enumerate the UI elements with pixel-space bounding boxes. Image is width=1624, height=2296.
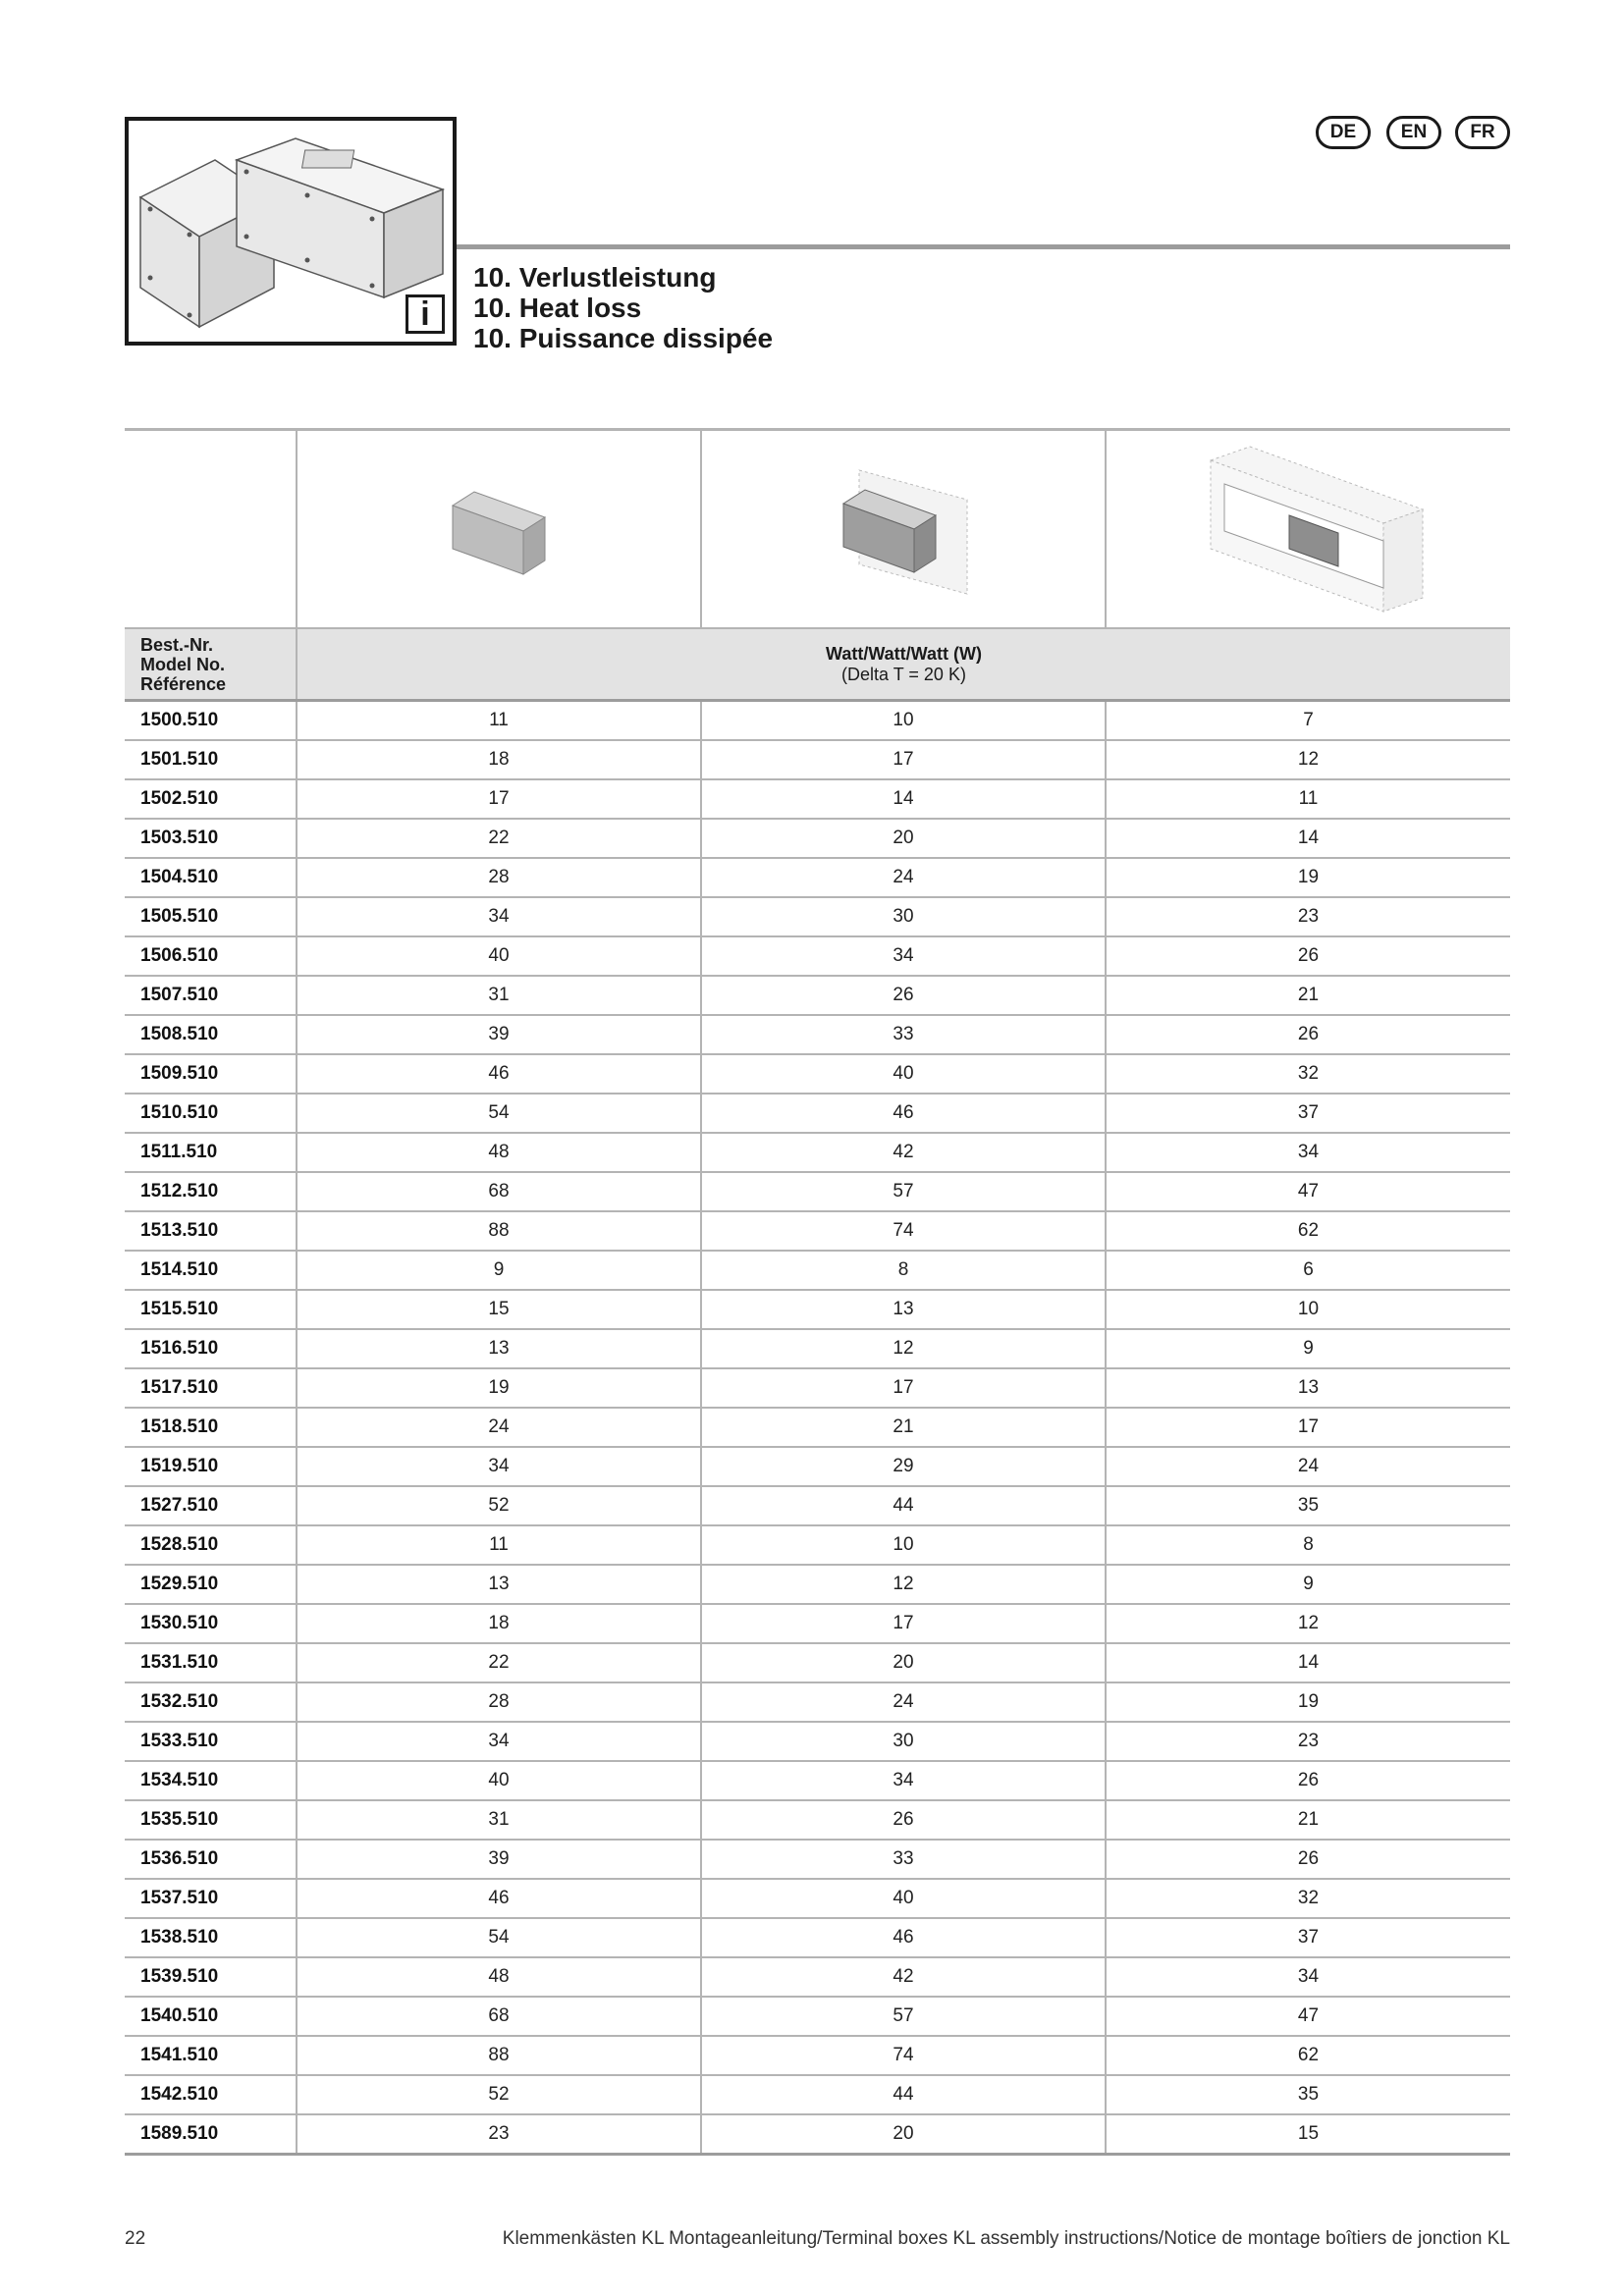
enclosed-value-cell: 35 <box>1106 1486 1510 1525</box>
enclosed-value-cell: 26 <box>1106 1015 1510 1054</box>
model-number-cell: 1502.510 <box>125 779 297 819</box>
freestanding-value-cell: 54 <box>297 1918 701 1957</box>
table-row <box>125 1486 1510 1525</box>
terminal-boxes-illustration <box>125 117 457 346</box>
table-row <box>125 1251 1510 1290</box>
wall-recessed-value-cell: 42 <box>701 1957 1106 1997</box>
enclosed-value-cell: 15 <box>1106 2114 1510 2155</box>
freestanding-value-cell: 54 <box>297 1094 701 1133</box>
enclosed-value-cell: 17 <box>1106 1408 1510 1447</box>
wall-recessed-value-cell: 40 <box>701 1879 1106 1918</box>
freestanding-value-cell: 13 <box>297 1565 701 1604</box>
model-number-cell: 1513.510 <box>125 1211 297 1251</box>
terminal-boxes-drawing <box>129 121 453 342</box>
table-row <box>125 1172 1510 1211</box>
enclosed-value-cell: 32 <box>1106 1054 1510 1094</box>
model-number-cell: 1509.510 <box>125 1054 297 1094</box>
enclosed-value-cell: 26 <box>1106 1761 1510 1800</box>
enclosed-value-cell: 21 <box>1106 1800 1510 1840</box>
wall-recessed-value-cell: 46 <box>701 1094 1106 1133</box>
enclosed-value-cell: 13 <box>1106 1368 1510 1408</box>
wall-recessed-value-cell: 20 <box>701 2114 1106 2155</box>
model-number-cell: 1541.510 <box>125 2036 297 2075</box>
wall-recessed-box-icon <box>830 460 977 598</box>
column-illustration-enclosed <box>1106 430 1510 629</box>
table-row <box>125 1682 1510 1722</box>
wall-recessed-value-cell: 33 <box>701 1840 1106 1879</box>
wall-recessed-value-cell: 57 <box>701 1172 1106 1211</box>
model-number-cell: 1519.510 <box>125 1447 297 1486</box>
model-number-cell: 1535.510 <box>125 1800 297 1840</box>
wall-recessed-value-cell: 42 <box>701 1133 1106 1172</box>
freestanding-value-cell: 46 <box>297 1879 701 1918</box>
model-number-cell: 1518.510 <box>125 1408 297 1447</box>
wall-recessed-value-cell: 20 <box>701 819 1106 858</box>
model-number-cell: 1529.510 <box>125 1565 297 1604</box>
model-number-cell: 1512.510 <box>125 1172 297 1211</box>
freestanding-value-cell: 18 <box>297 1604 701 1643</box>
enclosed-value-cell: 14 <box>1106 819 1510 858</box>
table-row <box>125 779 1510 819</box>
enclosed-value-cell: 12 <box>1106 1604 1510 1643</box>
wall-recessed-value-cell: 14 <box>701 779 1106 819</box>
wall-recessed-value-cell: 8 <box>701 1251 1106 1290</box>
freestanding-value-cell: 28 <box>297 1682 701 1722</box>
wall-recessed-value-cell: 12 <box>701 1565 1106 1604</box>
freestanding-value-cell: 31 <box>297 1800 701 1840</box>
model-number-cell: 1506.510 <box>125 936 297 976</box>
enclosed-value-cell: 47 <box>1106 1172 1510 1211</box>
freestanding-value-cell: 34 <box>297 1447 701 1486</box>
column-illustration-wall-recessed <box>701 430 1106 629</box>
model-number-cell: 1500.510 <box>125 701 297 741</box>
freestanding-value-cell: 46 <box>297 1054 701 1094</box>
table-row <box>125 1408 1510 1447</box>
table-row <box>125 2036 1510 2075</box>
table-row <box>125 2075 1510 2114</box>
model-number-cell: 1510.510 <box>125 1094 297 1133</box>
illustration-row <box>125 430 1510 629</box>
wall-recessed-value-cell: 17 <box>701 740 1106 779</box>
info-icon: i <box>406 294 445 334</box>
freestanding-value-cell: 88 <box>297 2036 701 2075</box>
title-divider <box>457 244 1510 249</box>
lang-badge-de: DE <box>1316 116 1371 149</box>
table-row <box>125 1879 1510 1918</box>
table-row <box>125 819 1510 858</box>
model-number-cell: 1507.510 <box>125 976 297 1015</box>
freestanding-value-cell: 40 <box>297 1761 701 1800</box>
wall-recessed-value-cell: 24 <box>701 1682 1106 1722</box>
model-number-cell: 1511.510 <box>125 1133 297 1172</box>
wall-recessed-value-cell: 30 <box>701 1722 1106 1761</box>
value-header-title: Watt/Watt/Watt (W) <box>826 643 982 664</box>
table-row <box>125 1918 1510 1957</box>
table-row <box>125 1800 1510 1840</box>
enclosed-value-cell: 32 <box>1106 1879 1510 1918</box>
enclosed-value-cell: 47 <box>1106 1997 1510 2036</box>
table-row <box>125 1447 1510 1486</box>
freestanding-value-cell: 39 <box>297 1840 701 1879</box>
freestanding-value-cell: 68 <box>297 1997 701 2036</box>
model-number-cell: 1503.510 <box>125 819 297 858</box>
freestanding-value-cell: 23 <box>297 2114 701 2155</box>
table-row <box>125 858 1510 897</box>
page-number: 22 <box>125 2228 146 2249</box>
wall-recessed-value-cell: 57 <box>701 1997 1106 2036</box>
freestanding-value-cell: 52 <box>297 2075 701 2114</box>
enclosed-value-cell: 21 <box>1106 976 1510 1015</box>
table-row <box>125 1094 1510 1133</box>
wall-recessed-value-cell: 17 <box>701 1368 1106 1408</box>
value-header-subtitle: (Delta T = 20 K) <box>841 664 966 684</box>
enclosed-value-cell: 37 <box>1106 1918 1510 1957</box>
freestanding-value-cell: 13 <box>297 1329 701 1368</box>
lang-badge-fr: FR <box>1455 116 1510 149</box>
model-number-cell: 1527.510 <box>125 1486 297 1525</box>
freestanding-value-cell: 40 <box>297 936 701 976</box>
freestanding-value-cell: 88 <box>297 1211 701 1251</box>
freestanding-value-cell: 18 <box>297 740 701 779</box>
enclosed-box-icon <box>1191 441 1427 617</box>
table-row <box>125 936 1510 976</box>
enclosed-value-cell: 14 <box>1106 1643 1510 1682</box>
table-row <box>125 897 1510 936</box>
freestanding-box-icon <box>435 470 563 588</box>
table-row <box>125 1368 1510 1408</box>
model-number-cell: 1515.510 <box>125 1290 297 1329</box>
title-en: 10. Heat loss <box>473 293 642 323</box>
freestanding-value-cell: 17 <box>297 779 701 819</box>
model-number-cell: 1505.510 <box>125 897 297 936</box>
wall-recessed-value-cell: 10 <box>701 1525 1106 1565</box>
freestanding-value-cell: 19 <box>297 1368 701 1408</box>
model-number-cell: 1537.510 <box>125 1879 297 1918</box>
enclosed-value-cell: 34 <box>1106 1957 1510 1997</box>
wall-recessed-value-cell: 10 <box>701 701 1106 741</box>
model-number-cell: 1539.510 <box>125 1957 297 1997</box>
enclosed-value-cell: 8 <box>1106 1525 1510 1565</box>
table-row <box>125 1290 1510 1329</box>
wall-recessed-value-cell: 20 <box>701 1643 1106 1682</box>
table-row <box>125 1015 1510 1054</box>
empty-corner-cell <box>125 430 297 629</box>
enclosed-value-cell: 10 <box>1106 1290 1510 1329</box>
table-row <box>125 1133 1510 1172</box>
table-row <box>125 1957 1510 1997</box>
freestanding-value-cell: 22 <box>297 1643 701 1682</box>
model-number-cell: 1542.510 <box>125 2075 297 2114</box>
model-number-cell: 1538.510 <box>125 1918 297 1957</box>
enclosed-value-cell: 34 <box>1106 1133 1510 1172</box>
table-row <box>125 1643 1510 1682</box>
value-header <box>297 628 1510 701</box>
table-row <box>125 976 1510 1015</box>
freestanding-value-cell: 34 <box>297 897 701 936</box>
title-de: 10. Verlustleistung <box>473 262 717 293</box>
heat-loss-table <box>125 428 1510 2156</box>
enclosed-value-cell: 62 <box>1106 1211 1510 1251</box>
wall-recessed-value-cell: 44 <box>701 1486 1106 1525</box>
model-header-en: Model No. <box>140 654 225 674</box>
footer-text: Klemmenkästen KL Montageanleitung/Terminal boxes KL assembly instructions/Notice de montage boîtiers de jonction KL <box>502 2228 1510 2249</box>
table-row <box>125 1722 1510 1761</box>
enclosed-value-cell: 26 <box>1106 936 1510 976</box>
model-header-fr: Référence <box>140 673 227 694</box>
header-row <box>125 628 1510 701</box>
enclosed-value-cell: 37 <box>1106 1094 1510 1133</box>
wall-recessed-value-cell: 30 <box>701 897 1106 936</box>
freestanding-value-cell: 68 <box>297 1172 701 1211</box>
wall-recessed-value-cell: 34 <box>701 1761 1106 1800</box>
table-row <box>125 701 1510 741</box>
enclosed-value-cell: 24 <box>1106 1447 1510 1486</box>
title-fr: 10. Puissance dissipée <box>473 323 774 353</box>
model-number-cell: 1532.510 <box>125 1682 297 1722</box>
table-row <box>125 1565 1510 1604</box>
wall-recessed-value-cell: 12 <box>701 1329 1106 1368</box>
model-number-cell: 1534.510 <box>125 1761 297 1800</box>
freestanding-value-cell: 48 <box>297 1957 701 1997</box>
enclosed-value-cell: 11 <box>1106 779 1510 819</box>
table-row <box>125 1761 1510 1800</box>
model-number-cell: 1508.510 <box>125 1015 297 1054</box>
table-row <box>125 1997 1510 2036</box>
enclosed-value-cell: 9 <box>1106 1329 1510 1368</box>
wall-recessed-value-cell: 17 <box>701 1604 1106 1643</box>
model-number-cell: 1516.510 <box>125 1329 297 1368</box>
freestanding-value-cell: 9 <box>297 1251 701 1290</box>
model-number-cell: 1528.510 <box>125 1525 297 1565</box>
enclosed-value-cell: 9 <box>1106 1565 1510 1604</box>
model-number-cell: 1501.510 <box>125 740 297 779</box>
wall-recessed-value-cell: 44 <box>701 2075 1106 2114</box>
wall-recessed-value-cell: 46 <box>701 1918 1106 1957</box>
freestanding-value-cell: 39 <box>297 1015 701 1054</box>
freestanding-value-cell: 48 <box>297 1133 701 1172</box>
table-row <box>125 1054 1510 1094</box>
model-number-cell: 1504.510 <box>125 858 297 897</box>
freestanding-value-cell: 24 <box>297 1408 701 1447</box>
enclosed-value-cell: 23 <box>1106 1722 1510 1761</box>
model-number-cell: 1536.510 <box>125 1840 297 1879</box>
table-row <box>125 1604 1510 1643</box>
wall-recessed-value-cell: 26 <box>701 976 1106 1015</box>
wall-recessed-value-cell: 13 <box>701 1290 1106 1329</box>
wall-recessed-value-cell: 34 <box>701 936 1106 976</box>
model-number-cell: 1589.510 <box>125 2114 297 2155</box>
table-row <box>125 1329 1510 1368</box>
enclosed-value-cell: 35 <box>1106 2075 1510 2114</box>
model-number-header <box>125 628 297 701</box>
enclosed-value-cell: 62 <box>1106 2036 1510 2075</box>
model-number-cell: 1530.510 <box>125 1604 297 1643</box>
enclosed-value-cell: 6 <box>1106 1251 1510 1290</box>
table-row <box>125 1525 1510 1565</box>
freestanding-value-cell: 11 <box>297 701 701 741</box>
freestanding-value-cell: 52 <box>297 1486 701 1525</box>
table-row <box>125 2114 1510 2155</box>
wall-recessed-value-cell: 74 <box>701 2036 1106 2075</box>
model-number-cell: 1540.510 <box>125 1997 297 2036</box>
freestanding-value-cell: 34 <box>297 1722 701 1761</box>
wall-recessed-value-cell: 26 <box>701 1800 1106 1840</box>
enclosed-value-cell: 23 <box>1106 897 1510 936</box>
enclosed-value-cell: 12 <box>1106 740 1510 779</box>
table-row <box>125 1840 1510 1879</box>
freestanding-value-cell: 11 <box>297 1525 701 1565</box>
wall-recessed-value-cell: 33 <box>701 1015 1106 1054</box>
wall-recessed-value-cell: 24 <box>701 858 1106 897</box>
wall-recessed-value-cell: 21 <box>701 1408 1106 1447</box>
freestanding-value-cell: 22 <box>297 819 701 858</box>
enclosed-value-cell: 19 <box>1106 858 1510 897</box>
freestanding-value-cell: 15 <box>297 1290 701 1329</box>
table-row <box>125 1211 1510 1251</box>
enclosed-value-cell: 19 <box>1106 1682 1510 1722</box>
model-number-cell: 1514.510 <box>125 1251 297 1290</box>
enclosed-value-cell: 26 <box>1106 1840 1510 1879</box>
wall-recessed-value-cell: 29 <box>701 1447 1106 1486</box>
enclosed-value-cell: 7 <box>1106 701 1510 741</box>
lang-badge-en: EN <box>1386 116 1441 149</box>
model-number-cell: 1533.510 <box>125 1722 297 1761</box>
model-header-de: Best.-Nr. <box>140 634 214 655</box>
freestanding-value-cell: 28 <box>297 858 701 897</box>
column-illustration-freestanding <box>297 430 701 629</box>
freestanding-value-cell: 31 <box>297 976 701 1015</box>
model-number-cell: 1531.510 <box>125 1643 297 1682</box>
model-number-cell: 1517.510 <box>125 1368 297 1408</box>
wall-recessed-value-cell: 40 <box>701 1054 1106 1094</box>
wall-recessed-value-cell: 74 <box>701 1211 1106 1251</box>
table-row <box>125 740 1510 779</box>
